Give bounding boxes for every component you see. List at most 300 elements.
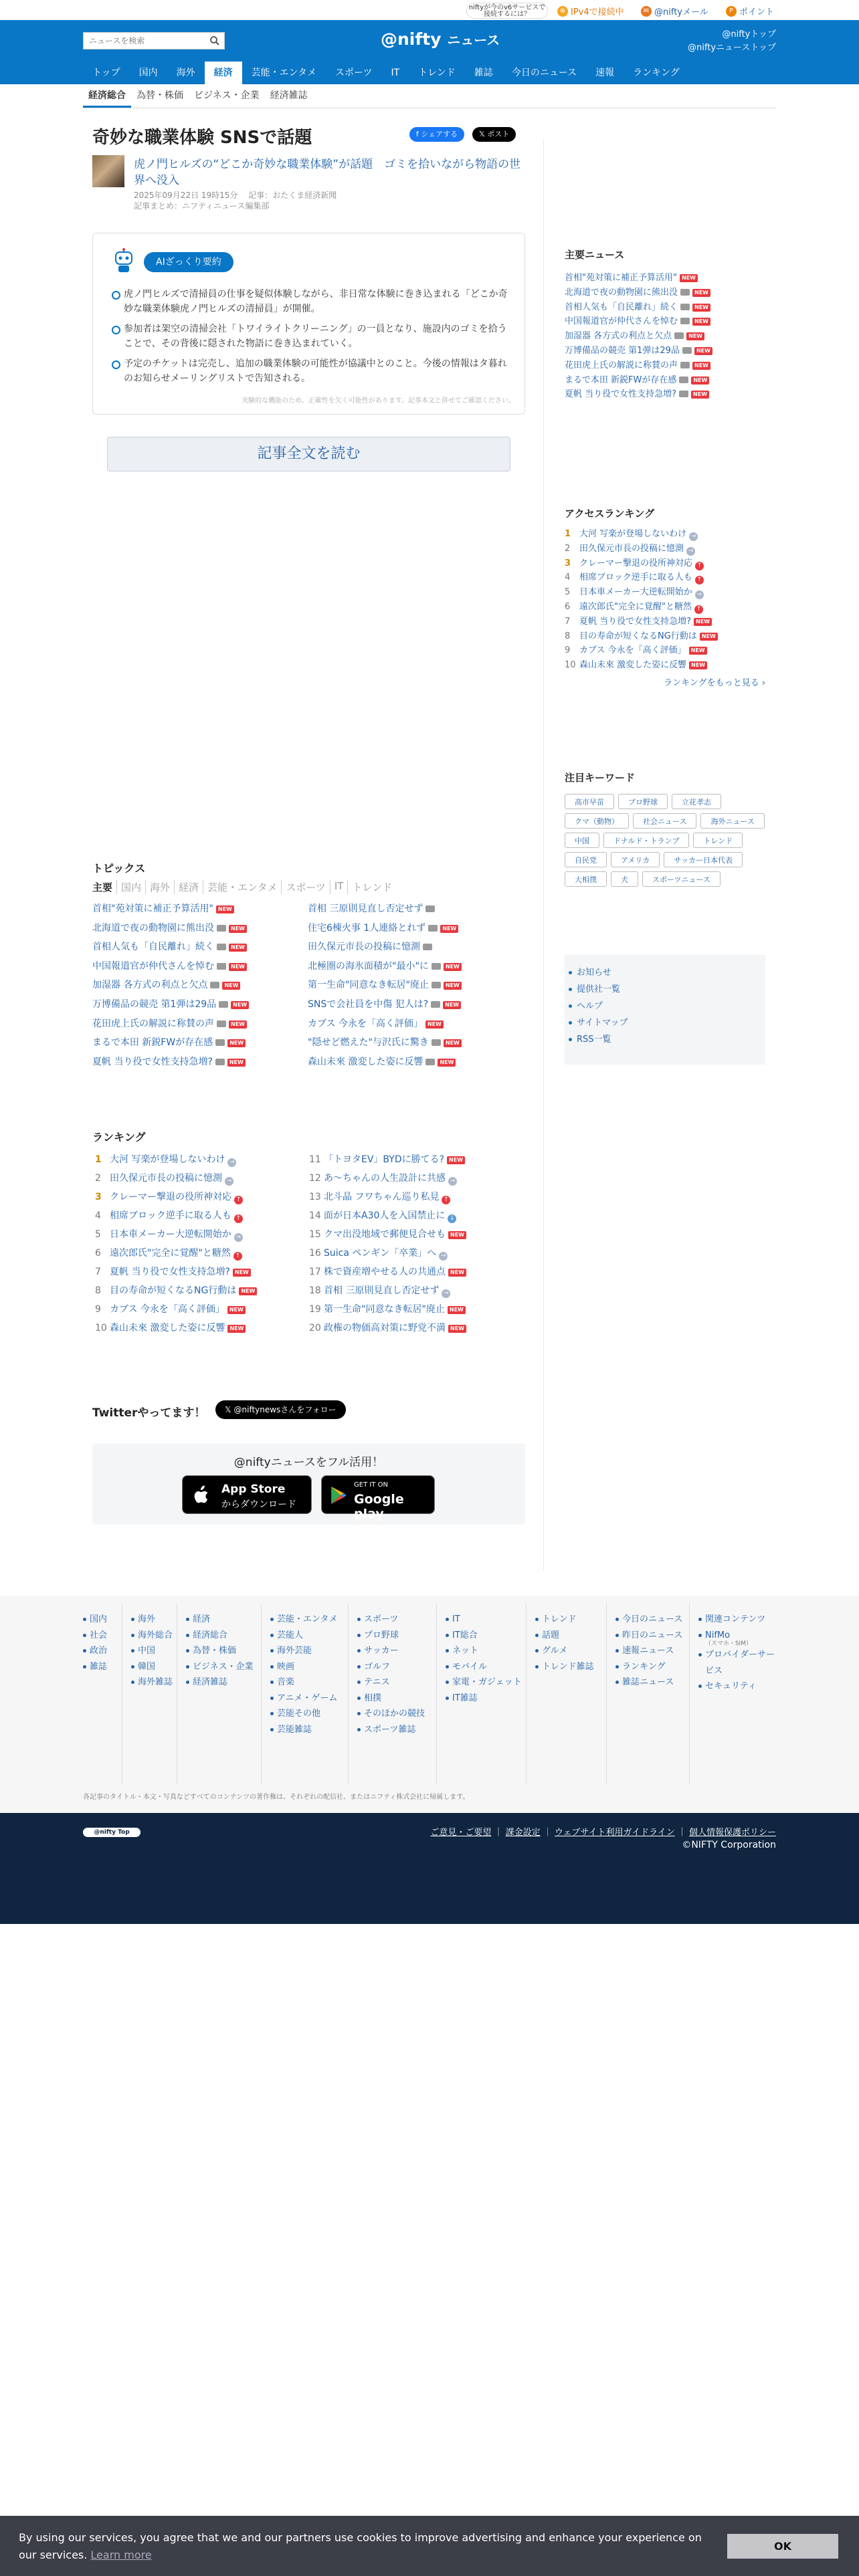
topic-link[interactable]: 中国報道官が仲代さんを悼む [92,960,214,972]
new-badge: NEW [444,963,462,971]
app-store-button[interactable]: App Store からダウンロード [182,1475,312,1514]
footer-link[interactable]: ビジネス・企業 [186,1659,270,1675]
new-badge: NEW [448,1231,466,1239]
footer-link[interactable]: 相撲 [357,1691,442,1707]
ranking-item[interactable] [565,643,765,658]
ranking-item[interactable] [309,1206,523,1225]
major-news-item[interactable] [565,387,765,402]
footer-link[interactable]: プロバイダーサービス [698,1647,783,1679]
ranking-link[interactable]: 日本車メーカー大逆転開始か [579,587,692,598]
ranking-item[interactable] [309,1244,523,1263]
ranking-link[interactable]: カブス 今永を「高く評価」 [110,1304,225,1315]
ranking-item[interactable] [565,570,765,585]
keyword-tag[interactable]: ドナルド・トランプ [603,833,689,848]
topic-item[interactable] [92,919,306,938]
camera-icon [217,925,226,932]
ranking-link[interactable]: 田久保元市長の投稿に憶測 [110,1173,222,1184]
subnav-item[interactable]: 経済雑誌 [270,90,308,101]
keyword-tag[interactable]: 中国 [565,833,599,848]
header-links [688,28,776,55]
info-link[interactable] [565,981,765,998]
keyword-tag[interactable]: 海外ニュース [700,813,764,829]
subnav-item[interactable]: ビジネス・企業 [194,90,260,101]
topic-item[interactable] [308,1053,522,1072]
link-separator: ｜ [540,1828,555,1838]
v6-promo-link[interactable]: niftyが今のv6サービスで接続するには？ [466,3,548,19]
bottom-link[interactable]: 課金設定 [505,1828,541,1838]
ranking-item[interactable] [565,658,765,673]
topic-item[interactable] [92,938,306,957]
ranking-link[interactable]: 北斗晶 フワちゃん巡り私見 [324,1192,440,1202]
bottom-link[interactable]: ウェブサイト利用ガイドライン [554,1828,675,1838]
article-thumbnail[interactable] [92,155,124,187]
new-badge: NEW [222,982,240,990]
ranking-link[interactable]: 相席ブロック逆手に取る人も [110,1210,231,1221]
footer-link[interactable]: 家電・ガジェット [446,1675,530,1691]
footer-link[interactable]: スポーツ雑誌 [357,1722,442,1738]
footer-link[interactable]: 速報ニュース [615,1643,700,1659]
footer-link[interactable]: ゴルフ [357,1659,442,1675]
app-promo-box [92,1443,525,1525]
new-badge: NEW [692,362,710,370]
ranking-item[interactable] [565,542,765,556]
ranking-link[interactable]: クマ出没地域で郵便見合せも [324,1229,446,1240]
ranking-item[interactable] [95,1150,309,1169]
topic-link[interactable]: 北極圏の海氷面積が"最小"に [308,960,429,972]
rank-up-icon: ↑ [694,605,703,614]
ranking-item[interactable] [565,556,765,571]
ranking-item[interactable] [309,1319,523,1337]
ipv4-status[interactable]: ⊕ IPv4で接続中 [557,5,624,17]
topics-tabs [92,880,396,894]
ranking-item[interactable] [309,1169,523,1188]
major-news-link[interactable]: 中国報道官が仲代さんを悼む [565,316,678,327]
keyword-tag[interactable]: スポーツニュース [642,871,721,887]
topic-item[interactable] [308,976,522,995]
topic-link[interactable]: 夏帆 当り役で女性支持急増? [92,1056,213,1067]
topic-link[interactable]: 住宅6棟火事 1人連絡とれず [308,922,426,934]
ranking-item[interactable] [95,1188,309,1206]
keyword-tag[interactable]: 社会ニュース [633,813,696,829]
ranking-link[interactable]: クレーマー撃退の役所神対応 [579,558,693,568]
bottom-link[interactable]: ご意見・ご要望 [430,1828,492,1838]
ranking-item[interactable] [565,527,765,542]
info-link-text: RSS一覧 [577,1035,611,1045]
nav-item[interactable]: 国内 [138,68,158,78]
camera-icon [425,905,435,912]
rank-same-icon: → [234,1233,243,1242]
topic-item[interactable] [92,1014,306,1034]
ranking-link[interactable]: 目の寿命が短くなるNG行動は [579,631,697,641]
keyword-tag[interactable]: トレンド [693,833,743,848]
footer-link[interactable]: IT雑誌 [446,1691,530,1707]
topic-item[interactable] [308,1014,522,1034]
x-icon: 𝕏 [225,1405,231,1414]
ranking-item[interactable] [309,1150,523,1169]
footer-link[interactable]: 芸能人 [270,1628,355,1644]
topic-item[interactable] [308,919,522,938]
nav-item[interactable]: 海外 [176,68,195,78]
keyword-tag[interactable]: 高市早苗 [565,794,614,809]
topic-tab[interactable]: トレンド [352,881,393,893]
topic-item[interactable] [308,938,522,957]
ai-summary-list [110,287,512,391]
ranking-item[interactable] [95,1169,309,1188]
major-news-item[interactable] [565,300,765,315]
new-badge: NEW [231,1001,249,1009]
info-links-list [565,964,765,1048]
ranking-link[interactable]: 政権の物価高対策に野党不満 [324,1323,446,1333]
ranking-link[interactable]: 森山未來 激変した姿に反響 [110,1323,225,1333]
ranking-item[interactable] [309,1300,523,1319]
topic-link[interactable]: 首相 三原則見直し否定せず [308,903,423,914]
new-badge: NEW [447,1156,465,1164]
footer-link[interactable]: ランキング [615,1659,700,1675]
footer-link[interactable]: 経済雑誌 [186,1675,270,1691]
ranking-link[interactable]: 株で資産増やせる人の共通点 [324,1267,446,1277]
point-link[interactable]: P ポイント [726,5,774,17]
topic-item[interactable] [92,1053,306,1072]
keyword-tag[interactable]: アメリカ [611,852,660,867]
cookie-ok-button[interactable]: OK [727,2534,838,2559]
major-news-list [565,271,765,402]
nav-item[interactable]: IT [391,68,400,78]
footer-link[interactable]: 国内 [83,1612,167,1628]
nifty-top-logo[interactable]: @nifty Top [83,1828,140,1837]
topic-item[interactable] [308,995,522,1014]
search-input[interactable] [84,33,204,49]
footer-column [698,1612,783,1695]
topics-list-left [92,899,306,1071]
new-badge: NEW [227,1325,246,1333]
ranking-item[interactable] [95,1206,309,1225]
camera-icon [217,944,226,950]
nav-item[interactable]: スポーツ [335,68,373,78]
topic-item[interactable] [92,995,306,1014]
topic-link[interactable]: 加湿器 各方式の利点と欠点 [92,980,208,991]
major-news-link[interactable]: 万博備品の競売 第1弾は29品 [565,345,680,356]
major-news-link[interactable]: 首相"苑対策に補正予算活用" [565,273,677,283]
ranking-item[interactable] [309,1225,523,1244]
topic-link[interactable]: 万博備品の競売 第1弾は29品 [92,998,217,1010]
keywords-title: 注目キーワード [565,772,636,784]
topic-tab[interactable]: 海外 [146,880,175,894]
rank-number: 16 [309,1248,321,1259]
ranking-item[interactable] [309,1281,523,1300]
footer-link[interactable]: そのほかの競技 [357,1706,442,1722]
rank-number: 7 [95,1267,101,1277]
bottom-bar [0,1813,859,1924]
footer-link[interactable]: アニメ・ゲーム [270,1691,355,1707]
keyword-tag[interactable]: クマ（動物） [565,813,629,829]
keyword-tag[interactable]: サッカー日本代表 [664,852,743,867]
footer-link[interactable]: 経済総合 [186,1628,270,1644]
footer-link[interactable]: モバイル [446,1659,530,1675]
topic-link[interactable]: "隠せど燃えた"与沢氏に驚き [308,1037,429,1049]
topic-link[interactable]: カブス 今永を「高く評価」 [308,1018,423,1029]
chevron-right-icon: › [761,677,765,688]
nav-item[interactable]: トップ [92,68,120,78]
ranking-link[interactable]: 森山未來 激変した姿に反響 [579,660,687,671]
major-news-link[interactable]: まるで本田 新鋭FWが存在感 [565,374,677,385]
ranking-title: ランキング [92,1131,146,1144]
rank-same-icon: → [439,1252,448,1261]
major-news-link[interactable]: 夏帆 当り役で女性支持急増? [565,389,677,400]
footer-link[interactable]: サッカー [357,1643,442,1659]
footer-column [446,1612,530,1706]
footer-link[interactable]: IT総合 [446,1628,530,1644]
nav-item[interactable]: 経済 [205,62,242,84]
rank-number: 1 [95,1154,102,1165]
rank-same-icon: → [442,1289,450,1298]
footer-link[interactable]: スポーツ [357,1612,442,1628]
footer-column [357,1612,442,1737]
rank-number: 15 [309,1229,321,1240]
footer-link[interactable]: 今日のニュース [615,1612,700,1628]
footer-link[interactable]: 話題 [535,1628,619,1644]
major-news-item[interactable] [565,286,765,300]
keyword-tag[interactable]: プロ野球 [618,794,668,809]
footer-link[interactable]: グルメ [535,1643,619,1659]
info-link[interactable] [565,964,765,981]
major-news-item[interactable] [565,373,765,388]
read-full-article-button[interactable]: 記事全文を読む [107,437,510,471]
footer-link[interactable]: 海外総合 [131,1628,215,1644]
learn-more-link[interactable]: Learn more [90,2549,152,2561]
topic-item[interactable] [92,957,306,976]
footer-link[interactable]: 韓国 [131,1659,215,1675]
footer-link[interactable]: IT [446,1612,530,1628]
topic-item[interactable] [308,957,522,976]
topic-tab[interactable]: スポーツ [282,880,330,894]
subnav-item[interactable]: 経済総合 [83,84,131,108]
rank-number: 10 [565,660,576,671]
new-badge: NEW [689,647,707,655]
topic-link[interactable]: 首相人気も「自民離れ」続く [92,942,214,953]
ranking-link[interactable]: 目の寿命が短くなるNG行動は [110,1285,237,1296]
ranking-link[interactable]: 遠次郎氏"完全に覚醒"と糖然 [110,1248,231,1259]
major-news-item[interactable] [565,329,765,344]
nav-item[interactable]: 速報 [595,68,615,78]
keyword-list [565,794,765,887]
ranking-item[interactable] [95,1281,309,1300]
ranking-item[interactable] [565,600,765,615]
footer-link[interactable]: 芸能雑誌 [270,1722,355,1738]
topic-item[interactable] [308,1033,522,1053]
sub-nav [83,84,776,108]
topic-link[interactable]: 首相"苑対策に補正予算活用" [92,903,213,914]
ranking-link[interactable]: 遠次郎氏"完全に覚醒"と糖然 [579,601,692,612]
ranking-link[interactable]: Suica ペンギン「卒業」へ [324,1248,437,1259]
article-editor: 記事まとめ：ニフティニュース編集部 [134,201,270,211]
twitter-label: Twitterやってます！ [92,1406,206,1420]
topic-item[interactable] [92,976,306,995]
footer-link[interactable]: 社会 [83,1628,167,1644]
article-lead-link[interactable]: 虎ノ門ヒルズの“どこか奇妙な職業体験”が話題 ゴミを拾いながら物語の世界へ没入 [134,158,521,187]
topic-tab[interactable]: 芸能・エンタメ [203,880,282,894]
ranking-item[interactable] [565,629,765,644]
major-news-item[interactable] [565,314,765,329]
info-link-text: ヘルプ [577,1001,603,1011]
footer-link[interactable]: トレンド [535,1612,619,1628]
new-badge: NEW [443,1001,461,1009]
ranking-link[interactable]: 大河 写楽が登場しないわけ [579,529,687,539]
bottom-link[interactable]: 個人情報保護ポリシー [688,1828,776,1838]
info-link[interactable] [565,998,765,1014]
footer-link[interactable]: 音楽 [270,1675,355,1691]
topic-link[interactable]: 田久保元市長の投稿に憶測 [308,942,420,953]
major-news-link[interactable]: 花田虎上氏の解説に称賛の声 [565,360,678,370]
new-badge: NEW [692,304,710,312]
camera-icon [423,944,432,950]
topic-tab[interactable]: 経済 [175,880,203,894]
ranking-link[interactable]: あ〜ちゃんの人生設計に共感 [324,1173,446,1184]
keyword-tag[interactable]: 犬 [611,871,638,887]
ranking-link[interactable]: 夏帆 当り役で女性支持急増? [579,616,692,627]
camera-icon [679,391,688,397]
new-badge: NEW [229,963,247,971]
footer-link[interactable]: 海外雑誌 [131,1675,215,1691]
info-links-box [565,955,765,1065]
ranking-item[interactable] [565,615,765,629]
footer-link[interactable]: 雑誌ニュース [615,1675,700,1691]
footer-link[interactable]: テニス [357,1675,442,1691]
search-icon[interactable] [209,35,220,46]
subnav-item[interactable]: 為替・株価 [136,90,183,101]
footer-link[interactable]: 映画 [270,1659,355,1675]
ranking-item[interactable] [95,1244,309,1263]
bottom-links [430,1825,776,1838]
ranking-link[interactable]: 相席ブロック逆手に取る人も [579,572,692,583]
ranking-link[interactable]: 夏帆 当り役で女性支持急増? [110,1267,230,1277]
ranking-link[interactable]: 日本車メーカー大逆転開始か [110,1229,231,1240]
major-news-item[interactable] [565,271,765,286]
ranking-link[interactable]: 大河 写楽が登場しないわけ [110,1154,225,1165]
rank-number: 11 [309,1154,321,1165]
nav-item[interactable]: トレンド [418,68,456,78]
topic-item[interactable] [92,899,306,919]
footer-link[interactable]: 関連コンテンツ [698,1612,783,1628]
info-link[interactable] [565,1031,765,1048]
major-news-item[interactable] [565,344,765,358]
ranking-item[interactable] [95,1263,309,1281]
ranking-item[interactable] [565,585,765,600]
new-badge: NEW [438,1059,456,1067]
mail-link[interactable]: ✉ @niftyメール [641,5,708,17]
footer-divider [436,1604,437,1784]
topic-link[interactable]: SNSで会社員を中傷 犯人は? [308,998,429,1010]
ranking-link[interactable]: 首相 三原則見直し否定せず [324,1285,440,1296]
new-badge: NEW [227,1306,246,1314]
footer-link[interactable]: プロ野球 [357,1628,442,1644]
new-badge: NEW [694,347,712,355]
google-play-button[interactable]: GET IT ON Google play [321,1475,435,1514]
info-link[interactable] [565,1014,765,1031]
ranking-item[interactable] [309,1263,523,1281]
main-nav [83,62,689,84]
footer-link[interactable]: セキュリティ [698,1679,783,1695]
app-promo-title: @niftyニュースをフル活用！ [233,1456,384,1469]
topic-link[interactable]: 第一生命"同意なき転居"廃止 [308,980,429,991]
topic-item[interactable] [92,1033,306,1053]
topic-tab[interactable]: 主要 [92,880,117,894]
footer-link[interactable]: 雑誌 [83,1659,167,1675]
rank-number: 9 [565,645,571,656]
topic-item[interactable] [308,899,522,919]
major-news-link[interactable]: 北海道で夜の動物園に熊出没 [565,287,678,298]
nav-item[interactable]: 雑誌 [474,68,493,78]
footer-link[interactable]: 芸能・エンタメ [270,1612,355,1628]
article-date-source: 2025年09月22日 19時15分 記事：おたくま経済新聞 [134,191,337,200]
new-badge: NEW [692,318,710,326]
footer-link[interactable]: 海外 [131,1612,215,1628]
ranking-link[interactable]: 田久保元市長の投稿に憶測 [579,543,684,554]
nav-item[interactable]: 芸能・エンタメ [251,68,317,78]
x-post-button[interactable]: 𝕏 ポスト [472,127,516,142]
topic-link[interactable]: 北海道で夜の動物園に熊出没 [92,922,214,934]
ranking-item[interactable] [95,1225,309,1244]
ranking-item[interactable] [95,1300,309,1319]
ranking-link[interactable]: 第一生命"同意なき転居"廃止 [324,1304,445,1315]
ranking-link[interactable]: カブス 今永を「高く評価」 [579,645,686,656]
article-title: 奇妙な職業体験 SNSで話題 [92,128,312,148]
nifty-top-link[interactable]: @niftyトップ [722,29,776,39]
major-news-item[interactable] [565,358,765,373]
nifty-news-top-link[interactable]: @niftyニューストップ [688,43,776,53]
nav-item[interactable]: ランキング [633,68,680,78]
footer-link[interactable]: NifMo [698,1628,783,1644]
camera-icon [432,963,441,970]
ranking-link[interactable]: クレーマー撃退の役所神対応 [110,1192,231,1202]
footer-link[interactable]: 経済 [186,1612,270,1628]
footer-link[interactable]: ネット [446,1643,530,1659]
topic-tab[interactable]: 国内 [117,880,146,894]
ranking-item[interactable] [95,1319,309,1337]
new-badge: NEW [440,925,458,933]
footer-link[interactable]: 中国 [131,1643,215,1659]
major-news-link[interactable]: 加湿器 各方式の利点と欠点 [565,331,672,342]
footer-link[interactable]: 昨日のニュース [615,1628,700,1644]
topic-link[interactable]: 花田虎上氏の解説に称賛の声 [92,1018,214,1029]
footer-link[interactable]: 為替・株価 [186,1643,270,1659]
topic-link[interactable]: 森山未來 激変した姿に反響 [308,1056,423,1067]
footer-link[interactable]: トレンド雑誌 [535,1659,619,1675]
ranking-link[interactable]: 面が日本A30人を入国禁止に [324,1210,446,1221]
keyword-tag[interactable]: 立花孝志 [672,794,721,809]
ranking-item[interactable] [309,1188,523,1206]
nifty-news-logo[interactable]: @nifty ニュース [381,29,500,49]
facebook-share-button[interactable]: f シェアする [409,127,464,142]
footer-link[interactable]: 芸能その他 [270,1706,355,1722]
more-ranking-link[interactable]: ランキングをもっと見る › [664,677,765,688]
corporate-copyright: ©NIFTY Corporation [682,1840,776,1850]
ranking-link[interactable]: 「トヨタEV」BYDに勝てる? [324,1154,445,1165]
keyword-tag[interactable]: 大相撲 [565,871,607,887]
twitter-follow-button[interactable]: 𝕏 @niftynewsさんをフォロー [215,1400,346,1419]
copyright-note: 各記事のタイトル・本文・写真などすべてのコンテンツの著作権は、それぞれの配信社、またはニフティ株式会社に帰属します。 [83,1794,470,1801]
keyword-tag[interactable]: 自民党 [565,852,607,867]
nav-item[interactable]: 今日のニュース [511,68,577,78]
access-ranking-title: アクセスランキング [565,508,655,520]
camera-icon [679,377,688,383]
footer-link[interactable]: 海外芸能 [270,1643,355,1659]
footer-link[interactable]: 政治 [83,1643,167,1659]
topic-link[interactable]: まるで本田 新鋭FWが存在感 [92,1037,213,1049]
ai-summary-box [92,233,525,415]
access-ranking-list [565,527,765,673]
major-news-link[interactable]: 首相人気も「自民離れ」続く [565,302,678,312]
topic-tab[interactable]: IT [330,880,349,894]
